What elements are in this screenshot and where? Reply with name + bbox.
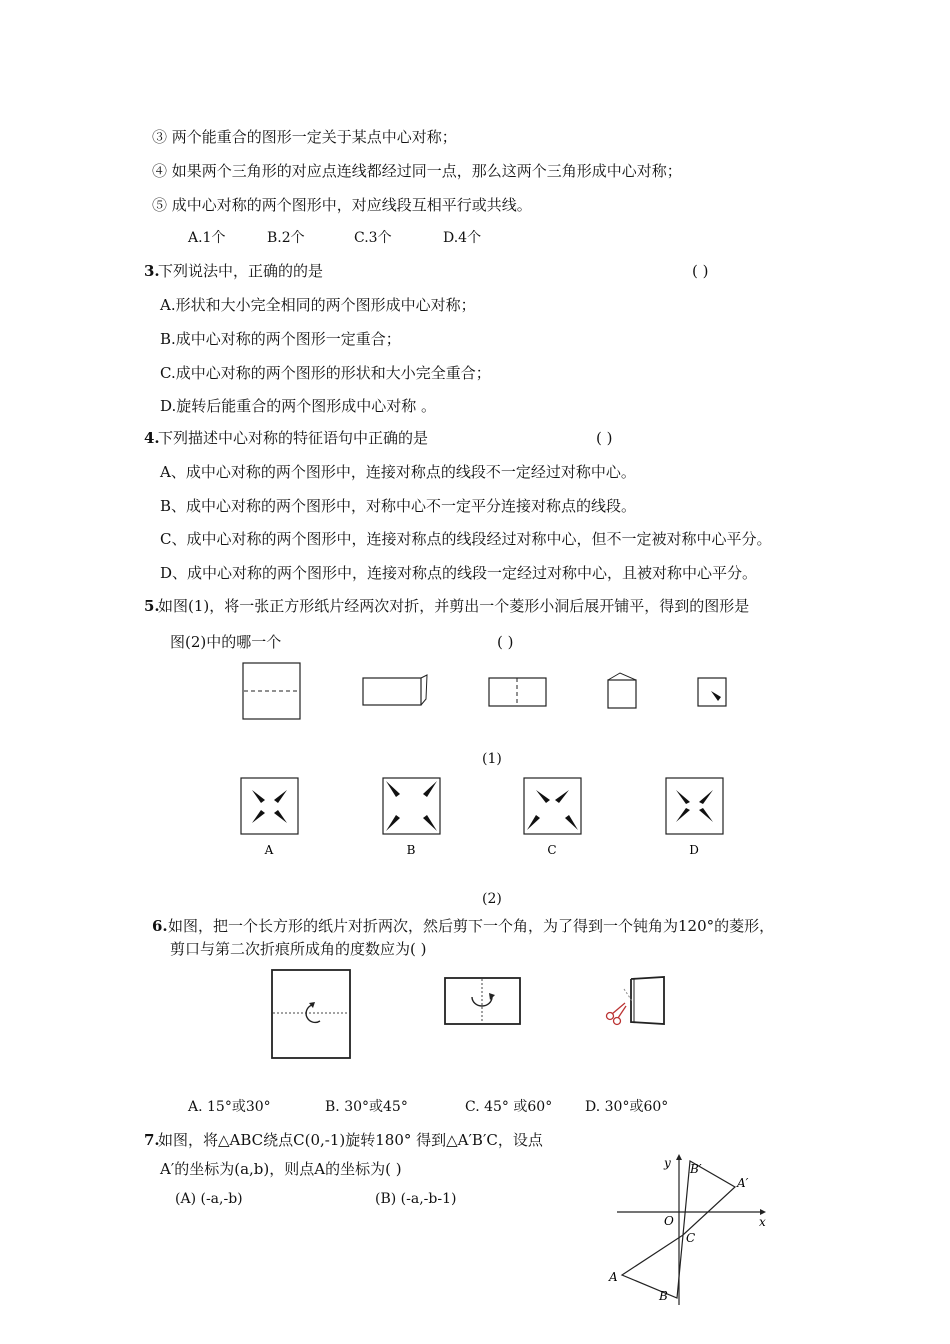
q5-folding-steps-figure [230,655,750,730]
choice-d-square [666,778,723,834]
q6-option-a: A. 15°或30° [188,1099,271,1115]
q2-option-c: C.3个 [354,230,392,246]
q5-answer-paren: ( ) [497,633,514,651]
choice-c-label: C [547,843,557,857]
q4-option-a: A、成中心对称的两个图形中，连接对称点的线段不一定经过对称中心。 [160,463,636,481]
q6-folding-figure [260,965,680,1065]
q4-option-b: B、成中心对称的两个图形中，对称中心不一定平分连接对称点的线段。 [160,497,637,515]
y-axis-label: y [664,1156,671,1170]
statement-3: ③ 两个能重合的图形一定关于某点中心对称； [152,128,457,146]
x-axis-label: x [759,1215,766,1229]
point-a-prime-label: A′ [737,1176,749,1190]
point-a-label: A [609,1270,618,1284]
q5-line1: 如图(1)，将一张正方形纸片经两次对折，并剪出一个菱形小洞后展开铺平，得到的图形是 [158,597,750,615]
q4-answer-paren: ( ) [596,429,613,447]
q7-line2: A′的坐标为(a,b)，则点A的坐标为( ) [160,1160,402,1178]
scissors-icon [607,989,633,1025]
q5-figure1-caption: (1) [482,751,502,767]
choice-c-square [524,778,581,834]
q3-option-c: C.成中心对称的两个图形的形状和大小完全重合； [160,364,491,382]
q3-option-a: A.形状和大小完全相同的两个图形成中心对称； [160,296,476,314]
q3-option-b: B.成中心对称的两个图形一定重合； [160,330,401,348]
triangle-abc [622,1235,683,1298]
q6-step-2 [445,978,520,1024]
choice-b-label: B [406,843,416,857]
q6-number: 6. [152,917,168,935]
folding-step-2 [363,675,427,705]
q4-number: 4. [144,429,160,447]
folding-step-4 [608,673,636,708]
q7-option-b: (B) (-a,-b-1) [375,1191,457,1207]
q5-number: 5. [144,597,160,615]
choice-a-square [241,778,298,834]
folding-step-5 [698,678,726,706]
q6-option-c: C. 45° 或60° [465,1099,553,1115]
q3-option-d: D.旋转后能重合的两个图形成中心对称 。 [160,397,437,415]
q3-stem: 下列说法中，正确的的是 [158,262,324,280]
q6-line2: 剪口与第二次折痕所成角的度数应为( ) [170,940,427,958]
q3-number: 3. [144,262,160,280]
q7-coordinate-figure [600,1150,780,1310]
point-b-prime-label: B′ [690,1162,702,1176]
q4-option-c: C、成中心对称的两个图形中，连接对称点的线段经过对称中心，但不一定被对称中心平分。 [160,530,772,548]
point-b-label: B [659,1289,668,1303]
choice-d-label: D [689,843,699,857]
q7-number: 7. [144,1131,160,1149]
q6-option-d: D. 30°或60° [585,1099,669,1115]
origin-label: O [664,1214,674,1228]
choice-a-label: A [264,843,274,857]
q6-line1: 如图，把一个长方形的纸片对折两次，然后剪下一个角，为了得到一个钝角为120°的菱形， [168,917,775,935]
q2-option-d: D.4个 [443,230,482,246]
q6-step-3 [631,977,664,1024]
folding-step-1 [243,663,300,719]
q5-answer-choices-figure [230,772,750,864]
point-c-label: C [686,1231,696,1245]
folding-step-3 [489,678,546,706]
q4-option-d: D、成中心对称的两个图形中，连接对称点的线段一定经过对称中心，且被对称中心平分。 [160,564,758,582]
q5-figure2-caption: (2) [482,891,502,907]
choice-b-square [383,778,440,834]
statement-4: ④ 如果两个三角形的对应点连线都经过同一点，那么这两个三角形成中心对称； [152,162,682,180]
q4-stem: 下列描述中心对称的特征语句中正确的是 [158,429,429,447]
q7-option-a: (A) (-a,-b) [175,1191,243,1207]
q6-step-1 [272,970,350,1058]
q2-option-b: B.2个 [267,230,305,246]
q5-line2: 图(2)中的哪一个 [170,633,282,651]
q7-line1: 如图，将△ABC绕点C(0,-1)旋转180° 得到△A′B′C，设点 [158,1131,543,1149]
q2-option-a: A.1个 [188,230,226,246]
q3-answer-paren: ( ) [692,262,709,280]
statement-5: ⑤ 成中心对称的两个图形中，对应线段互相平行或共线。 [152,196,532,214]
q6-option-b: B. 30°或45° [325,1099,408,1115]
